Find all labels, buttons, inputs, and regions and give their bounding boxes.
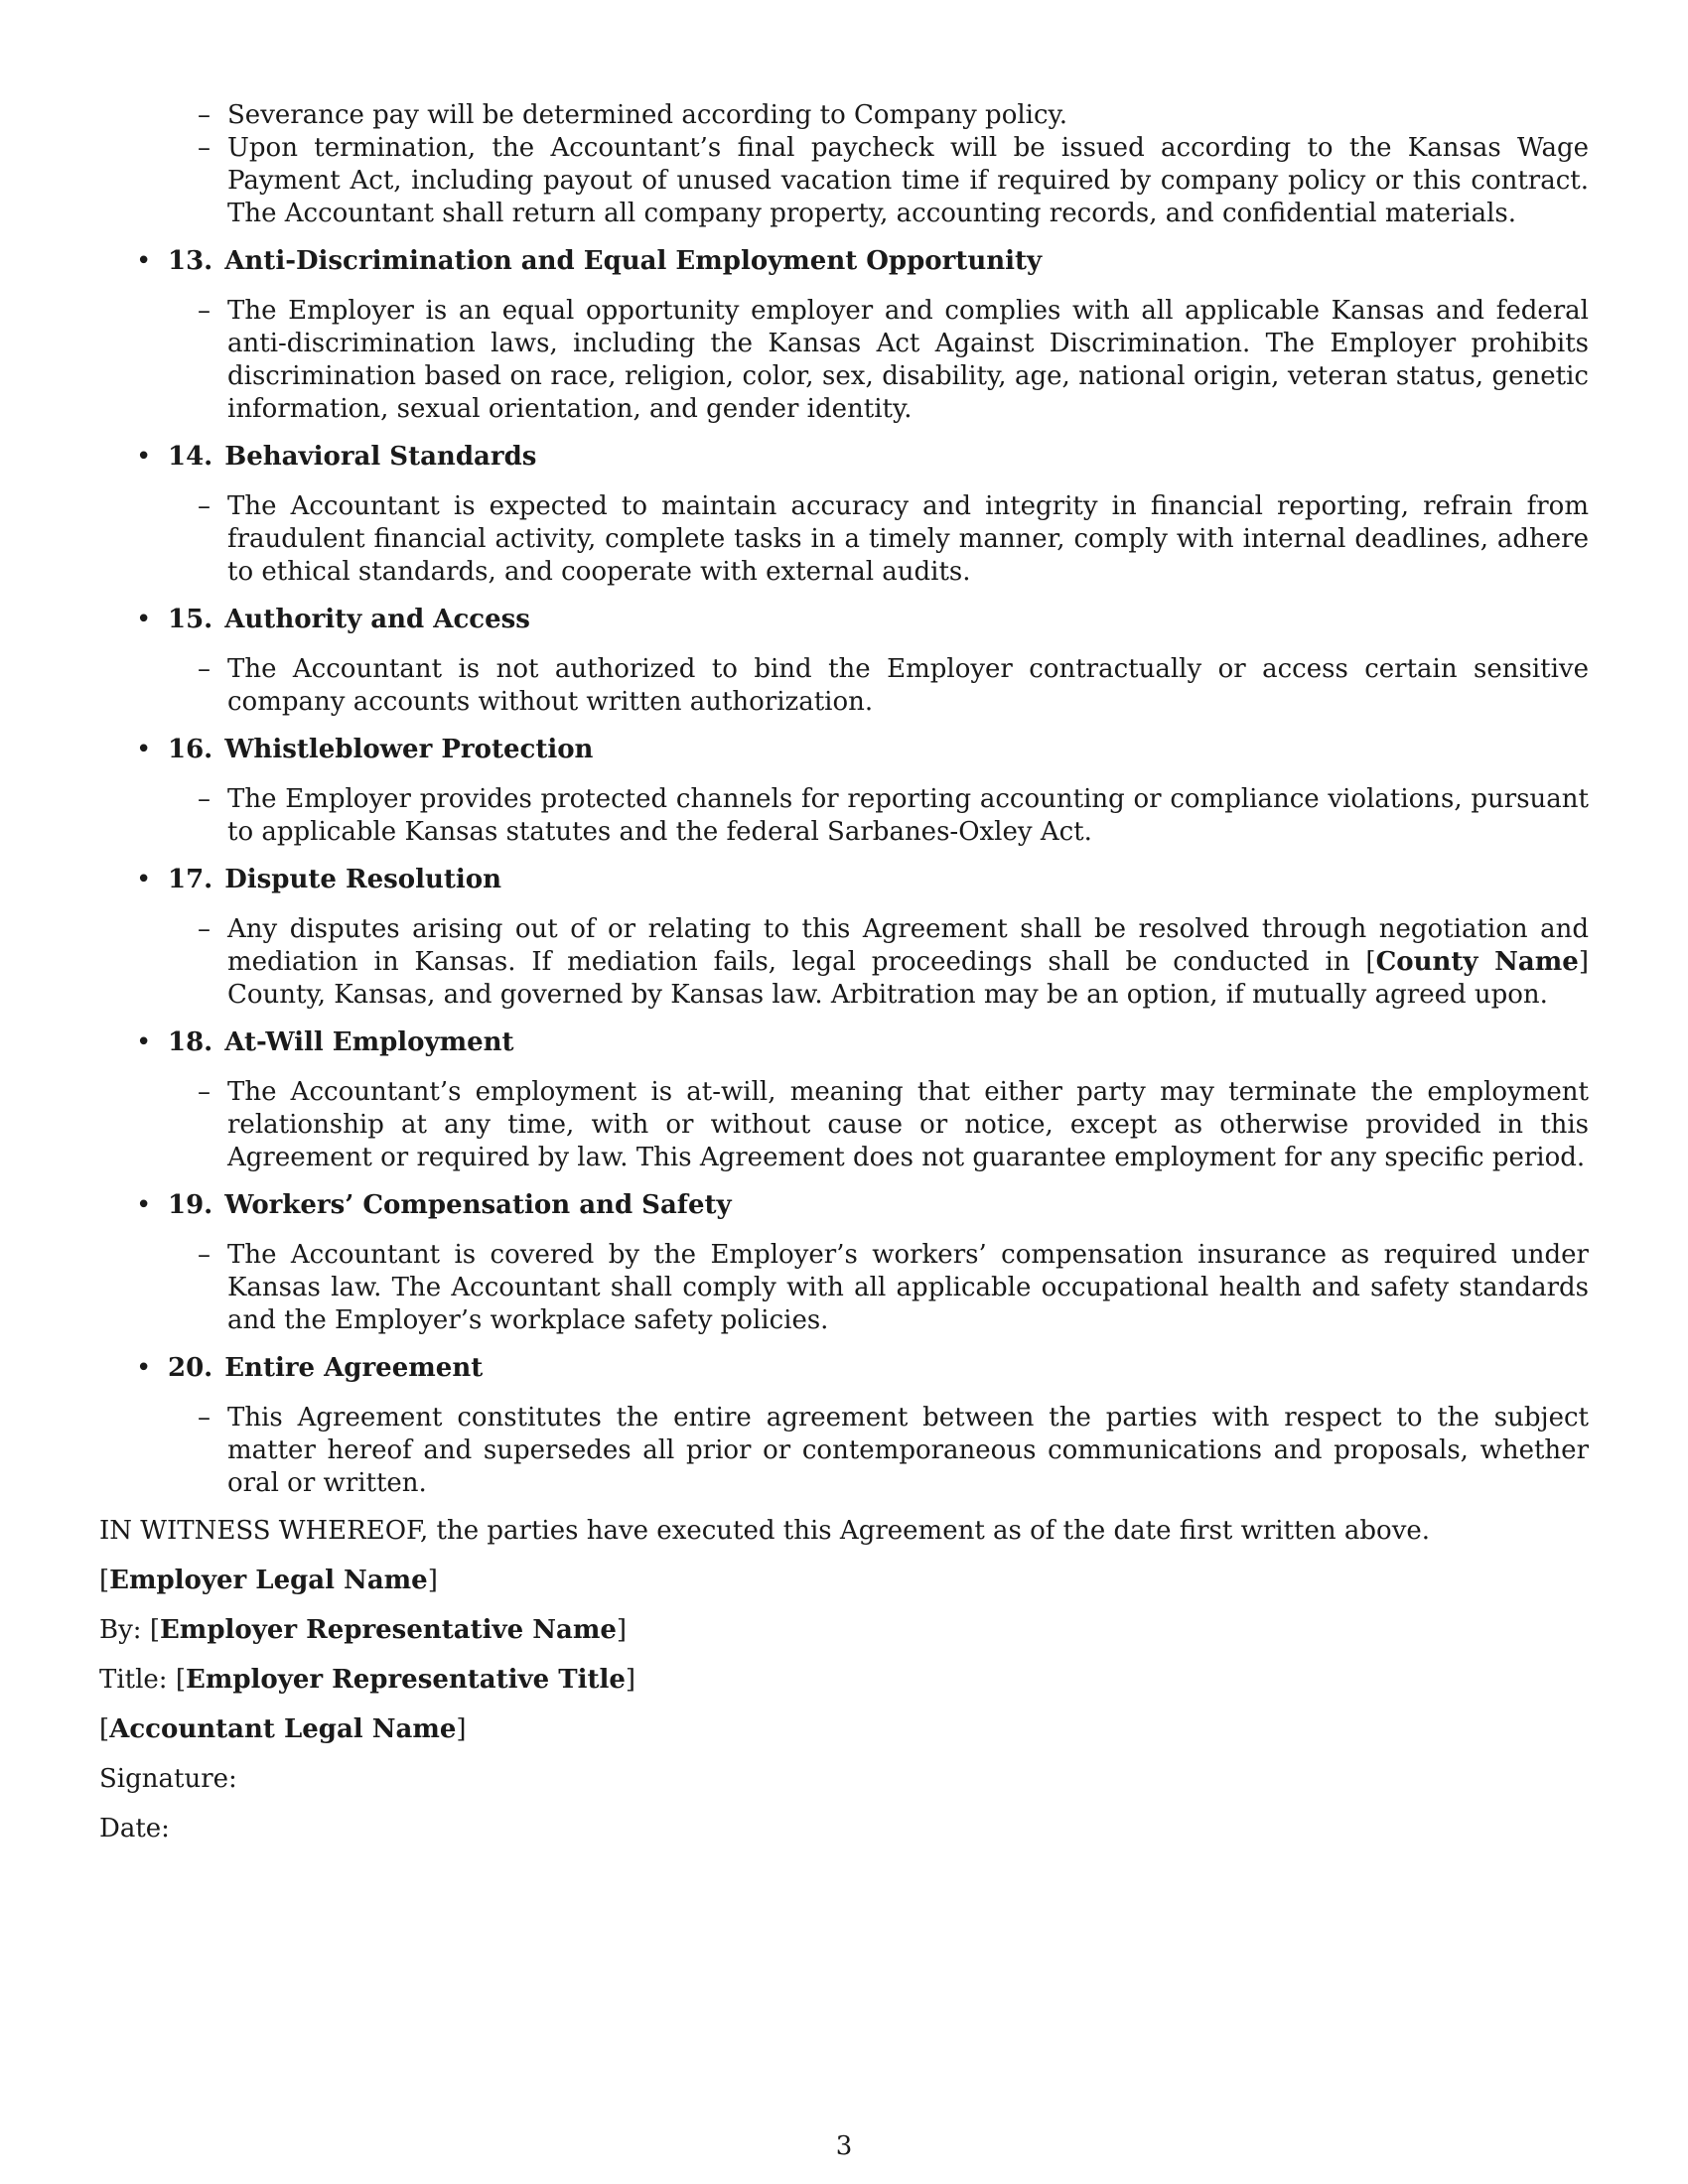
employer-legal-name-line: [Employer Legal Name] bbox=[99, 1566, 438, 1595]
dash-marker: – bbox=[198, 133, 211, 163]
dash-marker: – bbox=[198, 296, 211, 326]
section-20 bbox=[99, 1352, 1589, 1500]
dash-marker: – bbox=[198, 100, 211, 130]
witness-clause: IN WITNESS WHEREOF, the parties have executed this Agreement as of the date first written above. bbox=[99, 1516, 1431, 1546]
list-item-text: Upon termination, the Accountant’s final paycheck will be issued according to the Kansas Wage Payment Act, including payout of unused vacation time if required by company policy or this contract. The Accountant shall return all company property, accounting records, and confidential materials. bbox=[227, 133, 1589, 228]
list-item bbox=[99, 913, 1589, 1012]
section-15 bbox=[99, 604, 1589, 719]
list-item-text: Severance pay will be determined according to Company policy. bbox=[227, 100, 1068, 130]
page-number: 3 bbox=[835, 2131, 853, 2161]
county-name-placeholder: County Name bbox=[1375, 947, 1579, 977]
section-19 bbox=[99, 1189, 1589, 1337]
dash-marker: – bbox=[198, 914, 211, 944]
section-18 bbox=[99, 1026, 1589, 1174]
section-number: 18. bbox=[168, 1027, 213, 1057]
section-number: 19. bbox=[168, 1190, 213, 1220]
bullet-marker: • bbox=[136, 735, 152, 764]
section-number: 20. bbox=[168, 1353, 213, 1383]
employer-legal-name: Employer Legal Name bbox=[109, 1566, 428, 1595]
list-item-text: This Agreement constitutes the entire agreement between the parties with respect to the subject matter hereof and supersedes all prior or contemporaneous communications and proposals, whether oral or written. bbox=[227, 1403, 1589, 1498]
list-item bbox=[99, 783, 1589, 849]
date-label: Date: bbox=[99, 1814, 170, 1843]
list-item-text: The Employer is an equal opportunity employer and complies with all applicable Kansas and federal anti-discrimination laws, including the Kansas Act Against Discrimination. The Employer prohibits discrimination based on race, religion, color, sex, disability, age, national origin, veteran status, genetic information, sexual orientation, and gender identity. bbox=[227, 296, 1589, 424]
section-heading bbox=[99, 1189, 1589, 1222]
section-heading bbox=[99, 1352, 1589, 1385]
employer-rep-name-line: By: [Employer Representative Name] bbox=[99, 1615, 628, 1645]
section-16 bbox=[99, 734, 1589, 849]
section-items bbox=[99, 1239, 1589, 1337]
section-17 bbox=[99, 864, 1589, 1012]
section-number: 16. bbox=[168, 735, 213, 764]
section-number: 13. bbox=[168, 246, 213, 276]
bullet-marker: • bbox=[136, 1190, 152, 1220]
section-items bbox=[99, 1402, 1589, 1500]
section-heading bbox=[99, 1026, 1589, 1059]
dash-marker: – bbox=[198, 654, 211, 684]
section-title: Whistleblower Protection bbox=[224, 735, 594, 764]
dash-marker: – bbox=[198, 1240, 211, 1270]
list-item-text: The Accountant is covered by the Employer’s workers’ compensation insurance as required under Kansas law. The Accountant shall comply with all applicable occupational health and safety standards and the Employer’s workplace safety policies. bbox=[227, 1240, 1589, 1335]
list-item bbox=[99, 490, 1589, 589]
section-items bbox=[99, 653, 1589, 719]
section-title: Behavioral Standards bbox=[224, 442, 537, 472]
section-title: Workers’ Compensation and Safety bbox=[224, 1190, 732, 1220]
section-title: Entire Agreement bbox=[224, 1353, 484, 1383]
dash-marker: – bbox=[198, 491, 211, 521]
section-heading bbox=[99, 604, 1589, 636]
list-item bbox=[99, 295, 1589, 426]
list-item-text-after: ] County, Kansas, and governed by Kansas law. Arbitration may be an option, if mutually agreed upon. bbox=[227, 947, 1589, 1010]
bullet-marker: • bbox=[136, 442, 152, 472]
section-items bbox=[99, 783, 1589, 849]
section-items bbox=[99, 913, 1589, 1012]
section-title: Anti-Discrimination and Equal Employment Opportunity bbox=[224, 246, 1043, 276]
list-item bbox=[99, 1076, 1589, 1174]
section-13 bbox=[99, 245, 1589, 426]
signature-label: Signature: bbox=[99, 1764, 237, 1794]
list-item bbox=[99, 99, 1589, 132]
by-label: By: bbox=[99, 1615, 142, 1645]
bullet-marker: • bbox=[136, 605, 152, 634]
dash-marker: – bbox=[198, 784, 211, 814]
list-item bbox=[99, 1239, 1589, 1337]
section-title: Dispute Resolution bbox=[224, 865, 502, 894]
section-heading bbox=[99, 864, 1589, 896]
continued-list bbox=[99, 99, 1589, 230]
section-heading bbox=[99, 245, 1589, 278]
bullet-marker: • bbox=[136, 865, 152, 894]
dash-marker: – bbox=[198, 1403, 211, 1433]
section-14 bbox=[99, 441, 1589, 589]
list-item-text: The Accountant’s employment is at-will, meaning that either party may terminate the employment relationship at any time, with or without cause or notice, except as otherwise provided in this Agreement or required by law. This Agreement does not guarantee employment for any specific period. bbox=[227, 1077, 1589, 1172]
section-number: 14. bbox=[168, 442, 213, 472]
employer-rep-name: Employer Representative Name bbox=[159, 1615, 617, 1645]
employer-rep-title: Employer Representative Title bbox=[186, 1665, 626, 1695]
list-item-text: The Accountant is expected to maintain accuracy and integrity in financial reporting, refrain from fraudulent financial activity, complete tasks in a timely manner, comply with internal deadlines, adhere to ethical standards, and cooperate with external audits. bbox=[227, 491, 1589, 587]
section-title: At-Will Employment bbox=[224, 1027, 514, 1057]
list-item-text: The Accountant is not authorized to bind the Employer contractually or access certain sensitive company accounts without written authorization. bbox=[227, 654, 1589, 717]
list-item bbox=[99, 132, 1589, 230]
section-number: 15. bbox=[168, 605, 213, 634]
section-items bbox=[99, 295, 1589, 426]
list-item bbox=[99, 653, 1589, 719]
bullet-marker: • bbox=[136, 1353, 152, 1383]
list-item-text-before: Any disputes arising out of or relating to this Agreement shall be resolved through negotiation and mediation in Kansas. If mediation fails, legal proceedings shall be conducted in [ bbox=[227, 914, 1589, 977]
employer-rep-title-line: Title: [Employer Representative Title] bbox=[99, 1665, 636, 1695]
bullet-marker: • bbox=[136, 246, 152, 276]
list-item-text: The Employer provides protected channels for reporting accounting or compliance violations, pursuant to applicable Kansas statutes and the federal Sarbanes-Oxley Act. bbox=[227, 784, 1589, 847]
document-page bbox=[99, 99, 1589, 1845]
list-item bbox=[99, 1402, 1589, 1500]
title-label: Title: bbox=[99, 1665, 168, 1695]
accountant-legal-name: Accountant Legal Name bbox=[109, 1714, 457, 1744]
section-number: 17. bbox=[168, 865, 213, 894]
bullet-marker: • bbox=[136, 1027, 152, 1057]
section-heading bbox=[99, 734, 1589, 766]
section-title: Authority and Access bbox=[224, 605, 530, 634]
dash-marker: – bbox=[198, 1077, 211, 1107]
section-heading bbox=[99, 441, 1589, 474]
section-items bbox=[99, 490, 1589, 589]
accountant-legal-name-line: [Accountant Legal Name] bbox=[99, 1714, 467, 1744]
section-items bbox=[99, 1076, 1589, 1174]
